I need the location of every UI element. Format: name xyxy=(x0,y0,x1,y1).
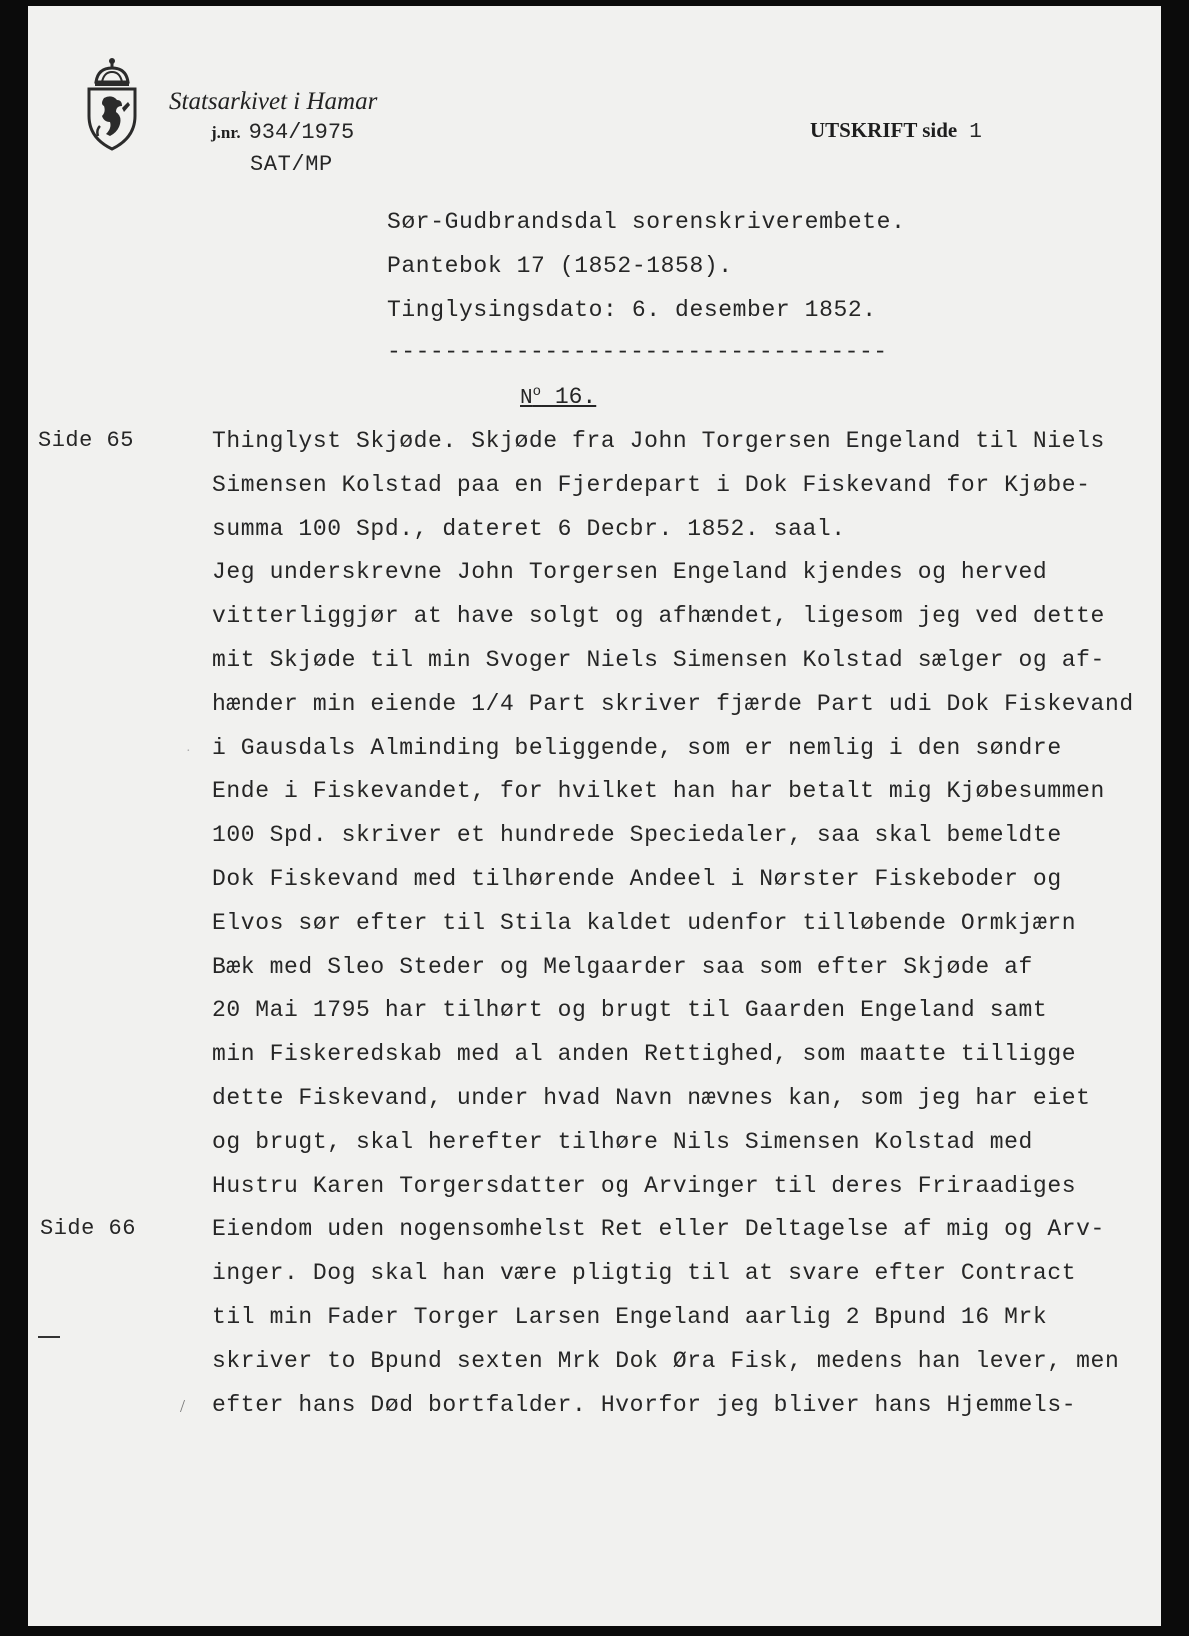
body-line: skriver to Bpund sexten Mrk Dok Øra Fisk, medens han lever, men xyxy=(212,1348,1120,1374)
document-page xyxy=(28,6,1161,1626)
mortgage-book-line: Pantebok 17 (1852-1858). xyxy=(387,253,733,279)
page-number: 1 xyxy=(969,121,982,144)
body-line: inger. Dog skal han være pligtig til at svare efter Contract xyxy=(212,1260,1077,1286)
norwegian-lion-crest-icon xyxy=(84,56,140,152)
entry-number-value: 16. xyxy=(541,384,597,410)
body-line: hænder min eiende 1/4 Part skriver fjærde Part udi Dok Fiskevand xyxy=(212,691,1134,717)
court-office-line: Sør-Gudbrandsdal sorenskriverembete. xyxy=(387,209,906,235)
body-line: Simensen Kolstad paa en Fjerdepart i Dok Fiskevand for Kjøbe- xyxy=(212,472,1091,498)
registration-date-line: Tinglysingsdato: 6. desember 1852. xyxy=(387,297,877,323)
body-line: Thinglyst Skjøde. Skjøde fra John Torgersen Engeland til Niels xyxy=(212,428,1105,454)
archive-name: Statsarkivet i Hamar xyxy=(169,88,378,115)
body-line: Ende i Fiskevandet, for hvilket han har betalt mig Kjøbesummen xyxy=(212,778,1105,804)
body-line: summa 100 Spd., dateret 6 Decbr. 1852. saal. xyxy=(212,516,846,542)
body-line: Eiendom uden nogensomhelst Ret eller Deltagelse af mig og Arv- xyxy=(212,1216,1105,1242)
body-line: og brugt, skal herefter tilhøre Nils Simensen Kolstad med xyxy=(212,1129,1033,1155)
body-line: 20 Mai 1795 har tilhørt og brugt til Gaarden Engeland samt xyxy=(212,997,1048,1023)
body-line: Elvos sør efter til Stila kaldet udenfor tilløbende Ormkjærn xyxy=(212,910,1077,936)
jnr-value: 934/1975 xyxy=(248,120,355,145)
body-line: 100 Spd. skriver et hundrede Speciedaler, saa skal bemeldte xyxy=(212,822,1062,848)
body-line: min Fiskeredskab med al anden Rettighed, som maatte tilligge xyxy=(212,1041,1077,1067)
body-line: i Gausdals Alminding beliggende, som er nemlig i den søndre xyxy=(212,735,1062,761)
body-line: Hustru Karen Torgersdatter og Arvinger til deres Friraadiges xyxy=(212,1173,1077,1199)
entry-number-prefix: $N^o$ xyxy=(520,384,542,410)
margin-note-side-66: Side 66 xyxy=(40,1216,136,1241)
body-line: Jeg underskrevne John Torgersen Engeland kjendes og herved xyxy=(212,559,1048,585)
clerk-initials: SAT/MP xyxy=(250,152,333,177)
body-line: til min Fader Torger Larsen Engeland aarlig 2 Bpund 16 Mrk xyxy=(212,1304,1048,1330)
journal-number xyxy=(211,120,354,145)
body-line: Dok Fiskevand med tilhørende Andeel i Nørster Fiskeboder og xyxy=(212,866,1062,892)
body-line: Bæk med Sleo Steder og Melgaarder saa som efter Skjøde af xyxy=(212,954,1033,980)
page-indicator xyxy=(810,118,982,144)
separator-line: ----------------------------------- xyxy=(387,339,888,365)
jnr-label: j.nr. xyxy=(211,123,241,142)
margin-note-side-65: Side 65 xyxy=(38,428,134,453)
margin-dot-mark: · xyxy=(186,744,191,759)
entry-number xyxy=(520,384,596,410)
body-line: mit Skjøde til min Svoger Niels Simensen Kolstad sælger og af- xyxy=(212,647,1105,673)
margin-tick-mark: / xyxy=(180,1396,186,1416)
body-line: vitterliggjør at have solgt og afhændet, ligesom jeg ved dette xyxy=(212,603,1105,629)
body-line: dette Fiskevand, under hvad Navn nævnes kan, som jeg har eiet xyxy=(212,1085,1091,1111)
page-label: UTSKRIFT side xyxy=(810,118,958,142)
body-line: efter hans Død bortfalder. Hvorfor jeg bliver hans Hjemmels- xyxy=(212,1392,1077,1418)
margin-dash-mark xyxy=(38,1336,60,1338)
